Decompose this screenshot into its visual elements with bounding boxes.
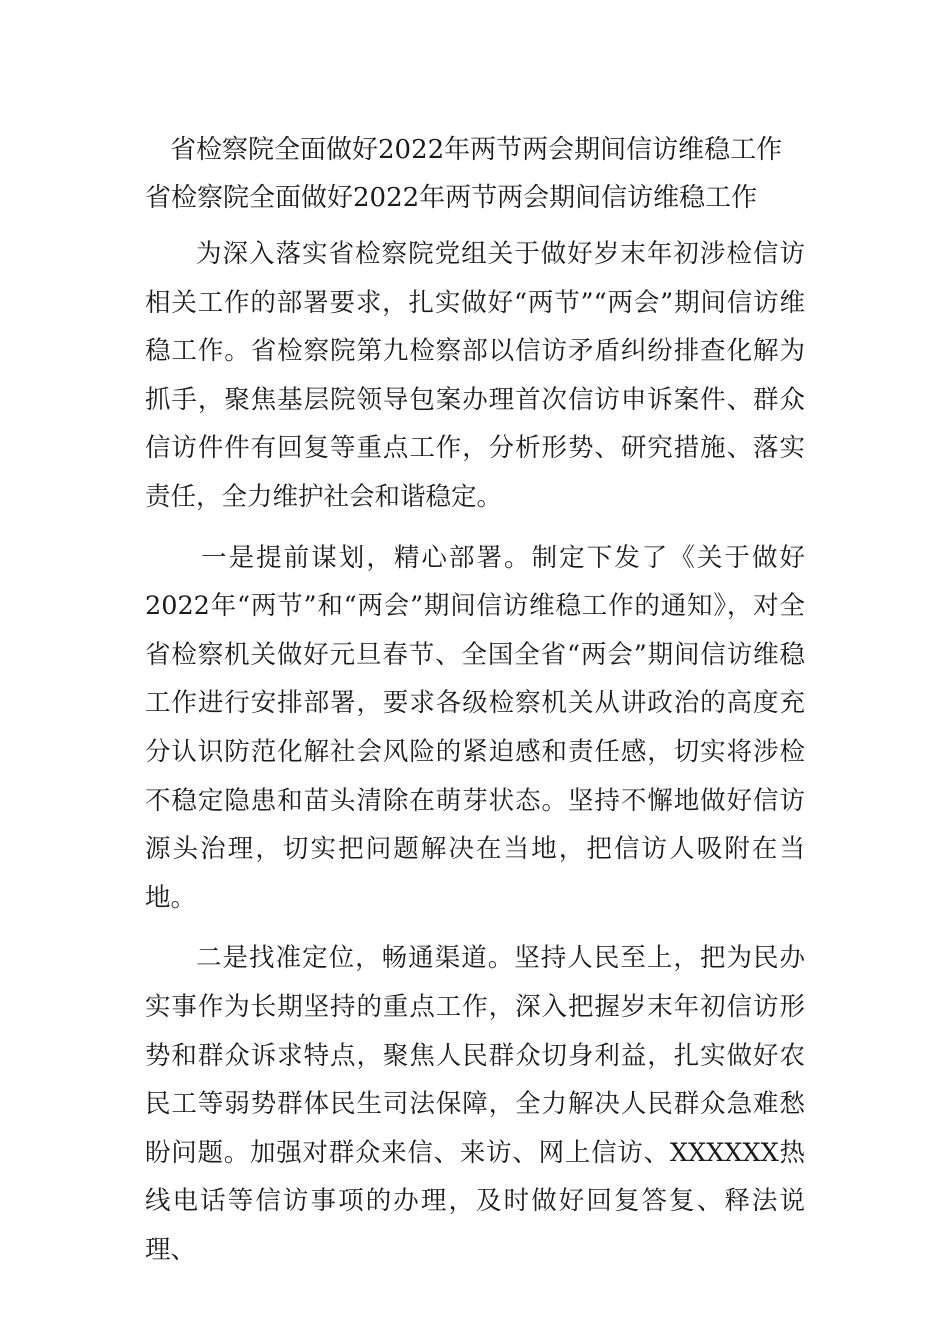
paragraph-point-two: 二是找准定位，畅通渠道。坚持人民至上，把为民办实事作为长期坚持的重点工作，深入把握岁末年初信访形势和群众诉求特点，聚焦人民群众切身利益，扎实做好农民工等弱势群体民生司法保障，全力解决人民群众急难愁盼问题。加强对群众来信、来访、网上信访、XXXXXX热线电话等信访事项的办理，及时做好回复答复、释法说理、 bbox=[145, 943, 805, 1265]
paragraph-intro: 为深入落实省检察院党组关于做好岁末年初涉检信访相关工作的部署要求，扎实做好“两节”“两会”期间信访维稳工作。省检察院第九检察部以信访矛盾纠纷排查化解为抓手，聚焦基层院领导包案办理首次信访申诉案件、群众信访件件有回复等重点工作，分析形势、研究措施、落实责任，全力维护社会和谐稳定。 bbox=[145, 239, 805, 512]
document-title-repeat: 省检察院全面做好2022年两节两会期间信访维稳工作 bbox=[145, 183, 758, 213]
document-title: 省检察院全面做好2022年两节两会期间信访维稳工作 bbox=[170, 135, 783, 165]
paragraph-point-one: 一是提前谋划，精心部署。制定下发了《关于做好2022年“两节”和“两会”期间信访维稳工作的通知》，对全省检察机关做好元旦春节、全国全省“两会”期间信访维稳工作进行安排部署，要求各级检察机关从讲政治的高度充分认识防范化解社会风险的紧迫感和责任感，切实将涉检不稳定隐患和苗头清除在萌芽状态。坚持不懈地做好信访源头治理，切实把问题解决在当地，把信访人吸附在当地。 bbox=[145, 542, 805, 913]
document-body bbox=[145, 230, 805, 1274]
